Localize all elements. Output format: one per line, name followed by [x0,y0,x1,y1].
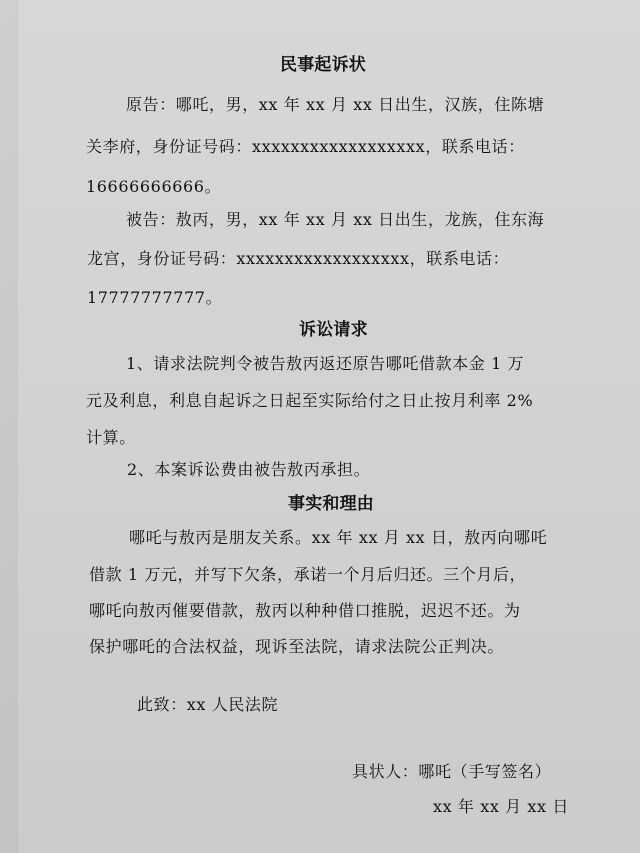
defendant-line-3: 17777777777。 [87,288,223,307]
facts-line-2: 借款 1 万元，并写下欠条，承诺一个月后归还。三个月后， [89,565,527,584]
claim-2-line-1: 2、本案诉讼费由被告敖丙承担。 [127,460,371,479]
claims-heading: 诉讼请求 [299,320,368,340]
facts-line-3: 哪吒向敖丙催要借款，敖丙以种种借口推脱，迟迟不还。为 [89,601,521,620]
plaintiff-line-2: 关李府，身份证号码：xxxxxxxxxxxxxxxxxx，联系电话： [86,137,525,156]
plaintiff-line-3: 16666666666。 [86,177,222,196]
plaintiff-line-1: 原告：哪吒，男，xx 年 xx 月 xx 日出生，汉族，住陈塘 [126,95,545,114]
claim-1-line-3: 计算。 [86,428,136,447]
document-title: 民事起诉状 [280,55,366,75]
facts-line-1: 哪吒与敖丙是朋友关系。xx 年 xx 月 xx 日，敖丙向哪吒 [129,528,548,547]
court-address-line: 此致：xx 人民法院 [137,695,279,714]
date-line: xx 年 xx 月 xx 日 [433,797,569,816]
facts-heading: 事实和理由 [288,494,374,514]
signature-line: 具状人：哪吒（手写签名） [352,762,552,781]
claim-1-line-1: 1、请求法院判令被告敖丙返还原告哪吒借款本金 1 万 [126,354,525,373]
defendant-line-2: 龙宫，身份证号码：xxxxxxxxxxxxxxxxxx，联系电话： [87,249,510,268]
defendant-line-1: 被告：敖丙，男，xx 年 xx 月 xx 日出生，龙族，住东海 [126,210,545,229]
facts-line-4: 保护哪吒的合法权益，现诉至法院，请求法院公正判决。 [89,637,505,656]
claim-1-line-2: 元及利息，利息自起诉之日起至实际给付之日止按月利率 2% [86,391,534,410]
